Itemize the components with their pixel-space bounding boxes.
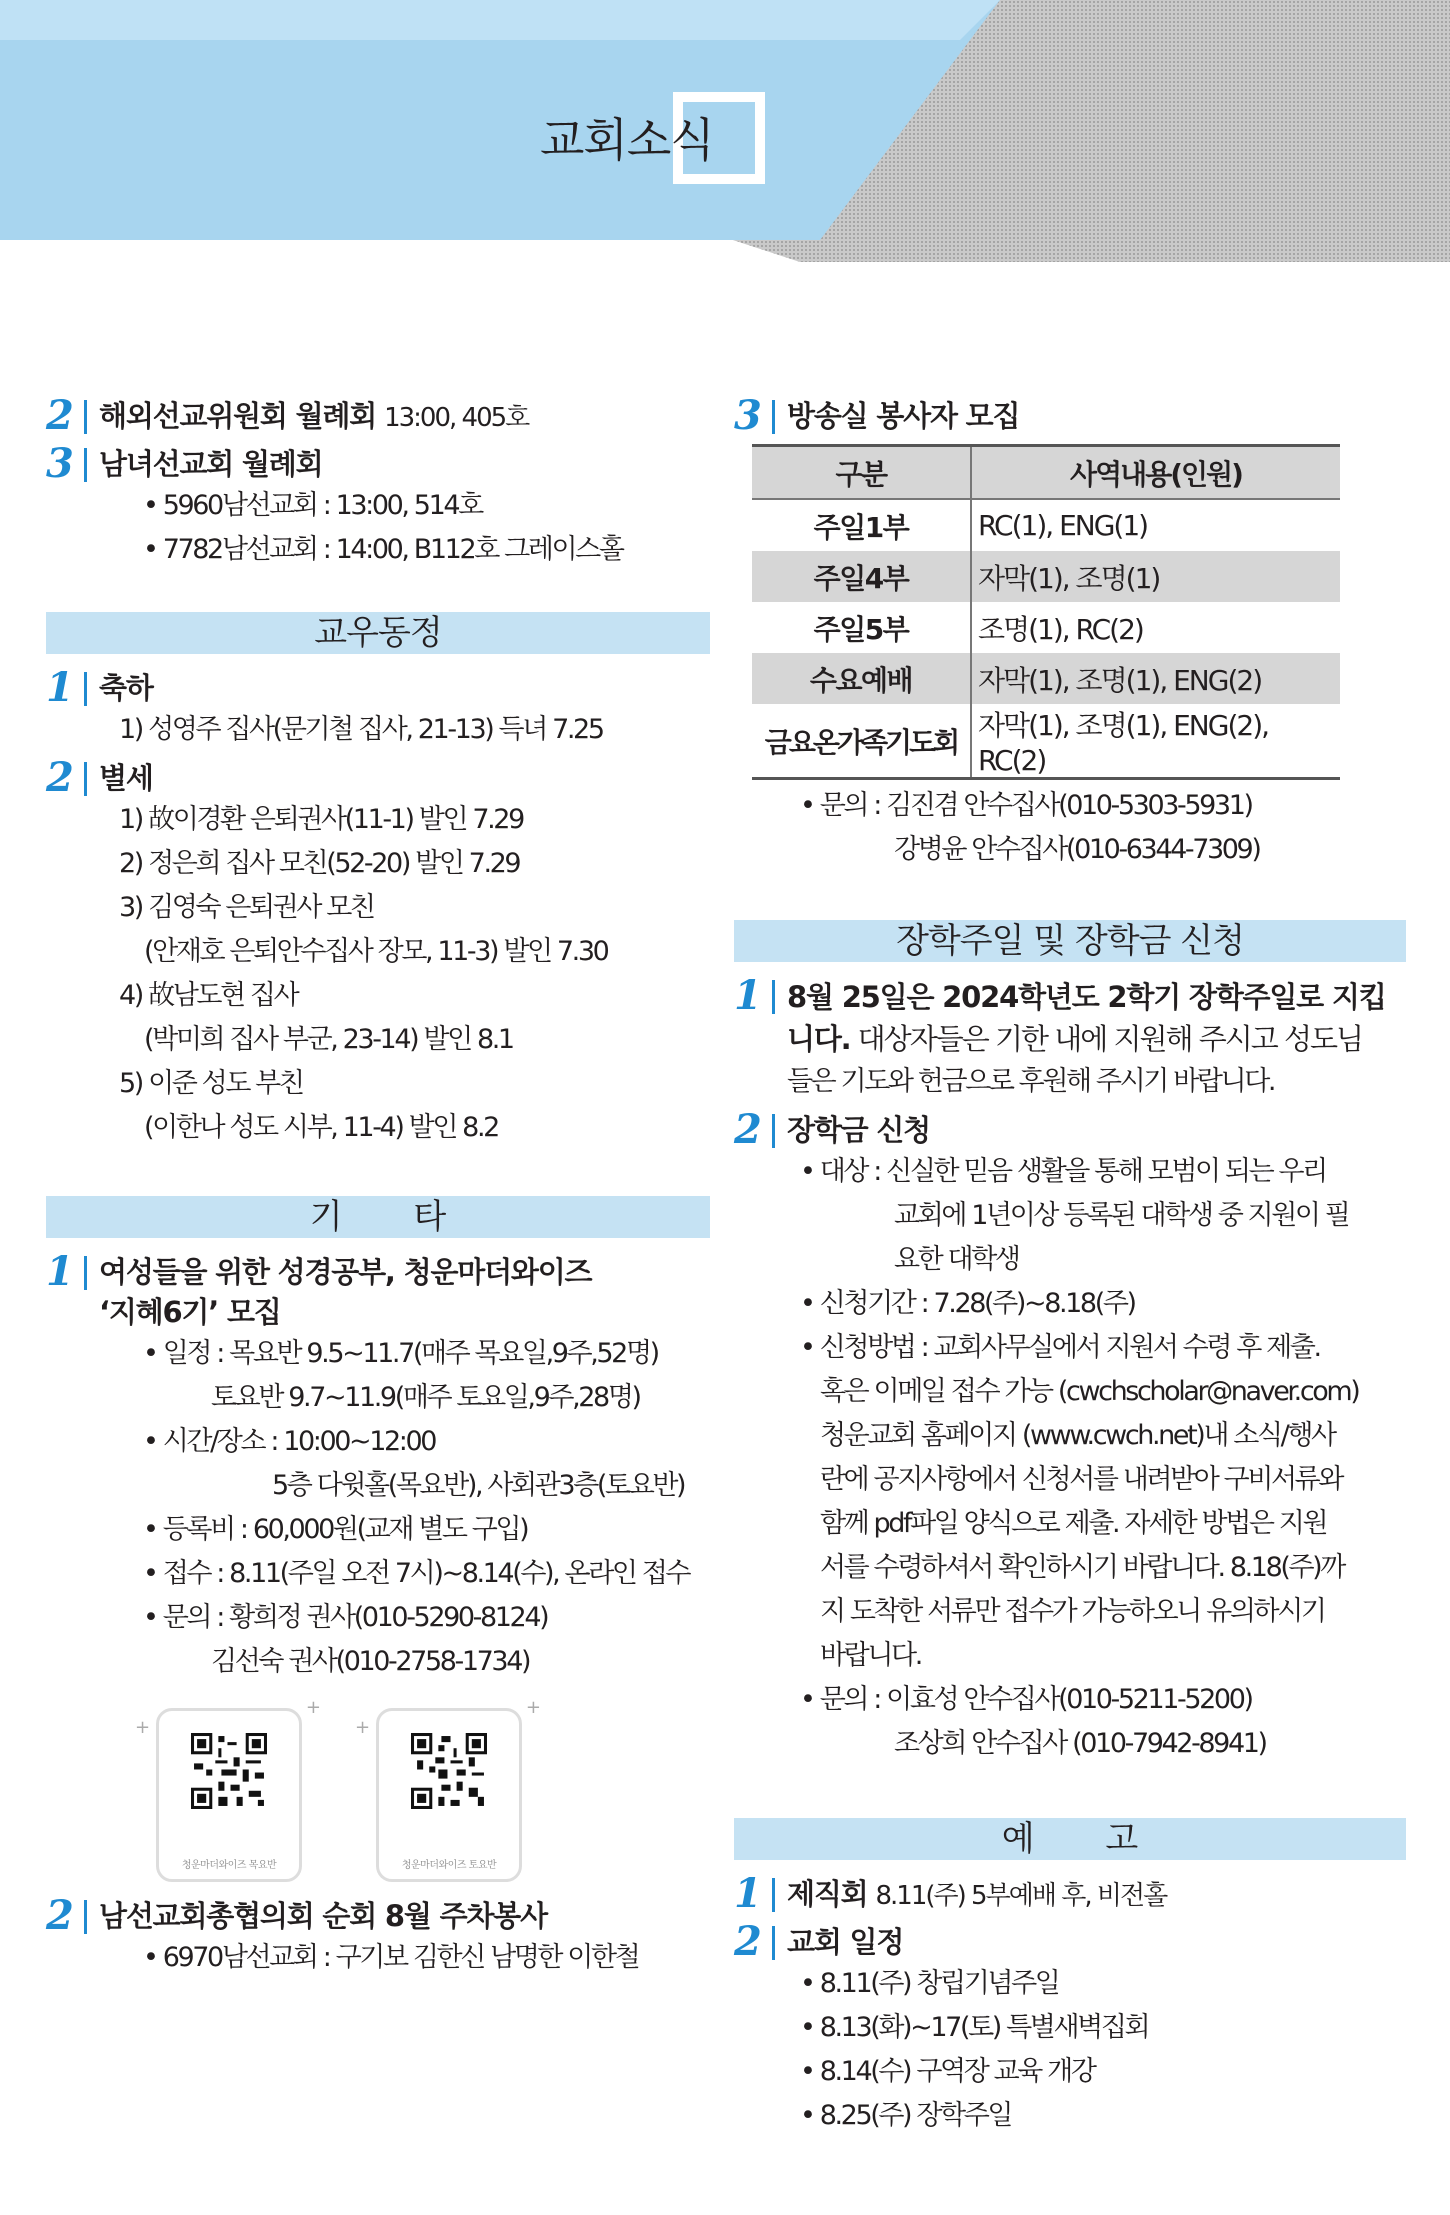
qr-caption: 청운마더와이즈 토요반: [401, 1860, 497, 1871]
item-number: 1: [734, 1870, 762, 1917]
detail-line: • 문의 : 이효성 안수집사(010-5211-5200): [800, 1684, 1252, 1715]
bold-text: 니다.: [787, 1022, 851, 1056]
table-cell: 조명(1), RC(2): [978, 612, 1143, 646]
detail-line: • 8.11(주) 창립기념주일: [800, 1968, 1059, 1999]
item-bar: [772, 1878, 775, 1912]
list-item: [734, 1918, 1406, 1965]
item-title: 교회 일정: [787, 1925, 904, 1959]
table-cell: 주일1부: [752, 499, 971, 551]
list-item: [46, 664, 710, 711]
table-cell: 자막(1), 조명(1): [971, 551, 1340, 602]
detail-line: • 7782남선교회 : 14:00, B112호 그레이스홀: [143, 534, 623, 565]
item-title-cont: ‘지혜6기’ 모집: [99, 1295, 281, 1329]
detail-line: 바랍니다.: [820, 1640, 921, 1671]
qr-caption: 청운마더와이즈 목요반: [181, 1860, 277, 1871]
normal-text: 대상자들은 기한 내에 지원해 주시고 성도님: [850, 1022, 1363, 1056]
detail-line: 요한 대학생: [894, 1244, 1019, 1275]
item-number: 3: [734, 392, 762, 439]
table-header-row: [752, 446, 1340, 500]
detail-line: • 신청기간 : 7.28(주)~8.18(주): [800, 1288, 1135, 1319]
page-title: 교회소식: [540, 113, 714, 167]
list-item: [734, 392, 1406, 439]
list-item: [734, 1106, 1406, 1153]
right-column: [734, 390, 1406, 2138]
item-title: 남선교회총협의회 순회 8월 주차봉사: [99, 1899, 547, 1933]
detail-line: 1) 故이경환 은퇴권사(11-1) 발인 7.29: [119, 804, 523, 835]
detail-line: 지 도착한 서류만 접수가 가능하오니 유의하시기: [820, 1596, 1325, 1627]
detail-line: (이한나 성도 시부, 11-4) 발인 8.2: [144, 1112, 498, 1143]
section-heading-gita: 기 타: [46, 1196, 710, 1238]
item-title: 8월 25일은 2024학년도 2학기 장학주일로 지킵: [787, 980, 1386, 1014]
detail-line: • 신청방법 : 교회사무실에서 지원서 수령 후 제출.: [800, 1332, 1320, 1363]
detail-line: 란에 공지사항에서 신청서를 내려받아 구비서류와: [820, 1464, 1343, 1495]
detail-line: 2) 정은희 집사 모친(52-20) 발인 7.29: [119, 848, 520, 879]
list-item: [46, 392, 710, 439]
item-title: 제직회: [787, 1877, 868, 1911]
table-cell: 자막(1), 조명(1), ENG(2), RC(2): [971, 704, 1340, 779]
item-number: 1: [46, 664, 74, 711]
detail-line: 함께 pdf파일 양식으로 제출. 자세한 방법은 지원: [820, 1508, 1327, 1539]
detail-line: 5) 이준 성도 부친: [119, 1068, 303, 1099]
item-bar: [84, 1256, 87, 1290]
item-title: 별세: [99, 761, 153, 795]
table-header-cell: 사역내용(인원): [971, 446, 1340, 500]
detail-line: • 일정 : 목요반 9.5~11.7(매주 목요일,9주,52명): [143, 1338, 658, 1369]
item-title: 축하: [99, 671, 153, 705]
table-cell: 금요온가족기도회: [752, 704, 971, 779]
item-title: 방송실 봉사자 모집: [787, 399, 1020, 433]
item-title: 여성들을 위한 성경공부, 청운마더와이즈: [99, 1255, 592, 1289]
detail-line: • 8.25(주) 장학주일: [800, 2100, 1012, 2131]
table-row: [752, 551, 1340, 602]
item-number: 2: [46, 754, 74, 801]
sparkle-icon: +: [355, 1717, 371, 1738]
detail-line: (박미희 집사 부군, 23-14) 발인 8.1: [144, 1024, 513, 1055]
sparkle-icon: +: [525, 1697, 541, 1718]
item-bar: [772, 980, 775, 1014]
qr-code-row: [135, 1697, 710, 1882]
qr-code-icon: [191, 1733, 267, 1809]
item-bar: [772, 1926, 775, 1960]
list-item: [734, 972, 1406, 1019]
detail-line: • 접수 : 8.11(주일 오전 7시)~8.14(수), 온라인 접수: [143, 1558, 690, 1589]
table-cell: RC(1), ENG(1): [978, 509, 1148, 542]
sparkle-icon: +: [305, 1697, 321, 1718]
qr-code-thursday[interactable]: [135, 1697, 321, 1882]
left-column: [46, 390, 710, 1980]
detail-line: • 5960남선교회 : 13:00, 514호: [143, 490, 482, 521]
detail-line: 서를 수령하셔서 확인하시기 바랍니다. 8.18(주)까: [820, 1552, 1344, 1583]
list-item: [46, 754, 710, 801]
table-row: [752, 704, 1340, 779]
detail-line: 청운교회 홈페이지 (www.cwch.net)내 소식/행사: [820, 1420, 1335, 1451]
table-cell: 주일4부: [752, 551, 971, 602]
detail-line: (안재호 은퇴안수집사 장모, 11-3) 발인 7.30: [144, 936, 608, 967]
detail-line: • 8.13(화)~17(토) 특별새벽집회: [800, 2012, 1149, 2043]
qr-code-icon: [411, 1733, 487, 1809]
section-heading-scholarship: 장학주일 및 장학금 신청: [734, 920, 1406, 962]
paragraph-line: 들은 기도와 헌금으로 후원해 주시기 바랍니다.: [787, 1066, 1275, 1097]
table-header-cell: 구분: [752, 446, 971, 500]
item-number: 2: [734, 1106, 762, 1153]
list-item: [46, 1892, 710, 1939]
table-row: [752, 653, 1340, 704]
detail-line: 3) 김영숙 은퇴권사 모친: [119, 892, 374, 923]
item-title: 해외선교위원회 월례회: [99, 399, 377, 433]
detail-line: 1) 성영주 집사(문기철 집사, 21-13) 득녀 7.25: [119, 714, 603, 745]
item-bar: [84, 1900, 87, 1934]
table-cell: 수요예배: [752, 653, 971, 704]
detail-line: • 6970남선교회 : 구기보 김한신 남명한 이한철: [143, 1942, 639, 1973]
detail-line: 4) 故남도현 집사: [119, 980, 298, 1011]
detail-line: 김선숙 권사(010-2758-1734): [211, 1646, 530, 1677]
item-bar: [84, 762, 87, 796]
item-detail: 8.11(주) 5부예배 후, 비전홀: [875, 1881, 1167, 1911]
list-item: [734, 1870, 1406, 1917]
paragraph-line: [734, 1018, 1406, 1060]
detail-line: • 문의 : 김진겸 안수집사(010-5303-5931): [800, 790, 1252, 821]
detail-line: • 대상 : 신실한 믿음 생활을 통해 모범이 되는 우리: [800, 1156, 1326, 1187]
item-number: 2: [46, 392, 74, 439]
item-bar: [84, 400, 87, 434]
table-cell: 주일5부: [752, 602, 971, 653]
broadcast-table: [752, 444, 1340, 780]
detail-line: 조상희 안수집사 (010-7942-8941): [894, 1728, 1266, 1759]
item-number: 1: [46, 1248, 74, 1295]
detail-line: • 8.14(수) 구역장 교육 개강: [800, 2056, 1095, 2087]
table-row: [752, 499, 1340, 551]
section-heading-gyowu: 교우동정: [46, 612, 710, 654]
detail-line: • 시간/장소 : 10:00~12:00: [143, 1426, 436, 1457]
list-item: [46, 440, 710, 487]
detail-line: • 문의 : 황희정 권사(010-5290-8124): [143, 1602, 548, 1633]
item-number: 2: [46, 1892, 74, 1939]
table-cell: 자막(1), 조명(1), ENG(2): [971, 653, 1340, 704]
detail-line: 5층 다윗홀(목요반), 사회관3층(토요반): [272, 1470, 685, 1501]
detail-line: 강병윤 안수집사(010-6344-7309): [894, 834, 1260, 865]
sparkle-icon: +: [135, 1717, 151, 1738]
table-row: [752, 602, 1340, 653]
item-number: 3: [46, 440, 74, 487]
detail-line: 토요반 9.7~11.9(매주 토요일,9주,28명): [211, 1382, 640, 1413]
item-number: 1: [734, 972, 762, 1019]
item-title: 장학금 신청: [787, 1113, 930, 1147]
page-header: [0, 0, 1450, 262]
list-item: [46, 1248, 710, 1295]
item-bar: [84, 448, 87, 482]
detail-line: 혹은 이메일 접수 가능 (cwchscholar@naver.com): [820, 1376, 1359, 1407]
detail-line: 교회에 1년이상 등록된 대학생 중 지원이 필: [894, 1200, 1349, 1231]
item-bar: [84, 672, 87, 706]
item-detail: 13:00, 405호: [384, 403, 529, 433]
detail-line: • 등록비 : 60,000원(교재 별도 구입): [143, 1514, 528, 1545]
item-title: 남녀선교회 월례회: [99, 447, 323, 481]
qr-code-saturday[interactable]: [355, 1697, 541, 1882]
item-bar: [772, 400, 775, 434]
item-bar: [772, 1114, 775, 1148]
item-number: 2: [734, 1918, 762, 1965]
section-heading-yego: 예 고: [734, 1818, 1406, 1860]
